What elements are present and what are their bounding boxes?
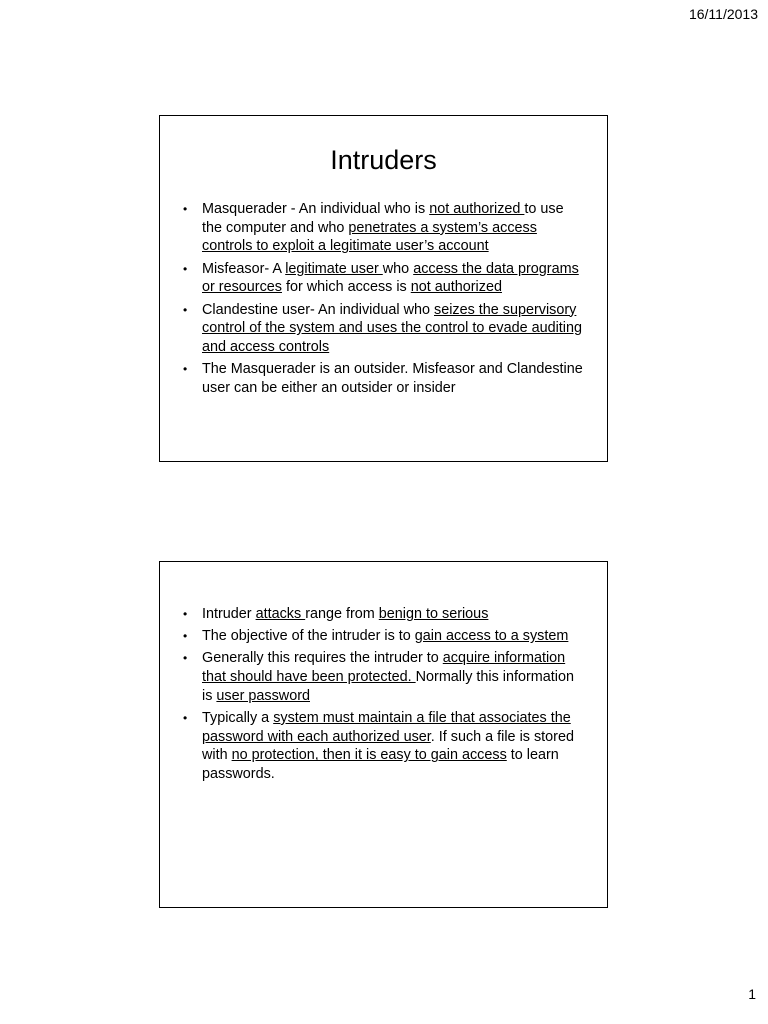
bullet-text: Misfeasor- A: [202, 260, 286, 277]
bullet-text: Normally this information is: [202, 669, 574, 704]
bullet-text: range from: [305, 606, 379, 622]
page-number: 1: [748, 986, 756, 1002]
slide-title: Intruders: [330, 145, 437, 175]
underlined-text: not authorized: [429, 201, 525, 217]
bullet-item: [160, 605, 607, 624]
bullet-text: . If such a file is stored with: [202, 728, 574, 764]
bullet-text: to use the computer and who: [202, 201, 564, 236]
underlined-text: access the data programs or resources: [202, 260, 579, 296]
bullet-dot-icon: •: [183, 362, 188, 377]
bullet-dot-icon: •: [183, 302, 188, 317]
bullet-text: The objective of the intruder is to: [202, 628, 415, 645]
bullet-dot-icon: •: [183, 711, 188, 726]
bullet-dot-icon: •: [183, 629, 188, 644]
underlined-text: penetrates a system’s access controls to exploit a legitimate user’s account: [202, 219, 537, 255]
bullet-list: [160, 605, 607, 787]
bullet-item: [160, 649, 607, 705]
underlined-text: no protection, then it is easy to gain access: [231, 747, 507, 764]
bullet-item: [160, 200, 607, 256]
bullet-text: Clandestine user- An individual who: [202, 301, 434, 318]
bullet-item: [160, 301, 607, 357]
underlined-text: system must maintain a file that associates the password with each authorized user: [202, 710, 571, 745]
underlined-text: acquire information that should have been protected.: [202, 650, 566, 686]
underlined-text: seizes the supervisory control of the system and uses the control to evade auditing and access controls: [202, 301, 582, 355]
bullet-text: who: [382, 260, 414, 277]
slide-intruder-attacks: [159, 561, 608, 908]
bullet-text: Generally this requires the intruder to: [202, 650, 443, 667]
bullet-dot-icon: •: [183, 651, 188, 666]
bullet-text: to learn passwords.: [202, 747, 559, 783]
bullet-text: The Masquerader is an outsider. Misfeasor and Clandestine user can be either an outsider or insider: [202, 361, 583, 396]
slide-intruders: [159, 115, 608, 462]
underlined-text: benign to serious: [378, 606, 489, 622]
bullet-item: [160, 709, 607, 784]
bullet-text: Masquerader - An individual who is: [202, 201, 430, 217]
bullet-dot-icon: •: [183, 261, 188, 276]
bullet-dot-icon: •: [183, 202, 188, 216]
bullet-item: [160, 360, 607, 397]
bullet-dot-icon: •: [183, 607, 188, 621]
underlined-text: gain access to a system: [414, 628, 569, 645]
date-header: 16/11/2013: [688, 6, 758, 22]
bullet-item: [160, 260, 607, 297]
underlined-text: user password: [216, 687, 310, 704]
bullet-text: for which access is: [281, 279, 411, 296]
bullet-text: Intruder: [202, 606, 256, 622]
underlined-text: legitimate user: [285, 260, 383, 277]
underlined-text: attacks: [255, 606, 306, 622]
bullet-list: [160, 200, 607, 401]
bullet-text: Typically a: [202, 710, 274, 727]
bullet-item: [160, 627, 607, 646]
underlined-text: not authorized: [410, 279, 502, 296]
